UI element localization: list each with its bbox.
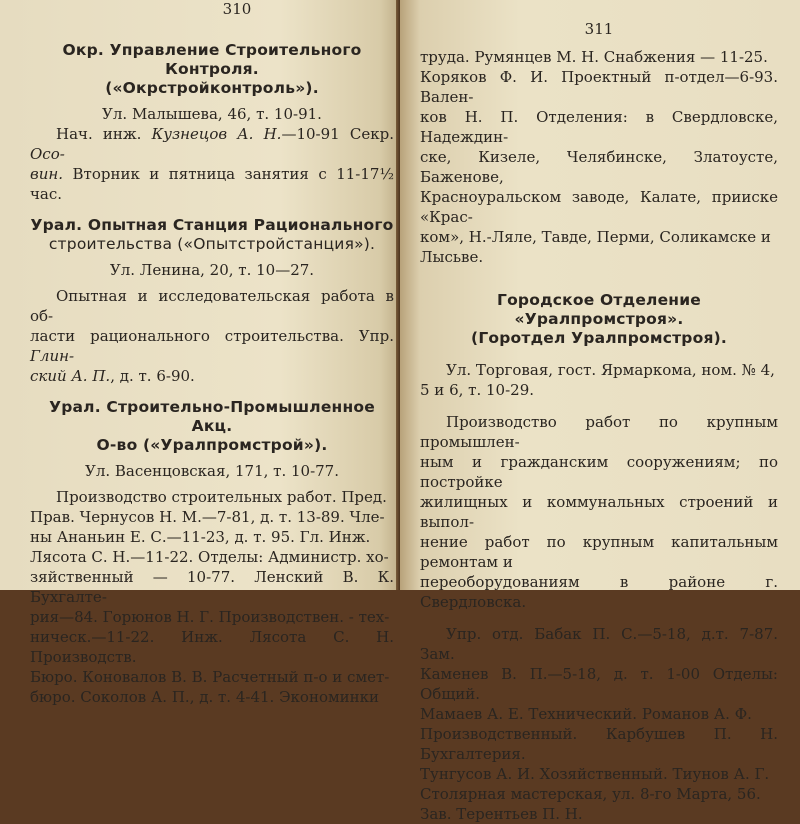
entry-heading-abbrev: (Горотдел Уралпромстроя). [471, 329, 727, 347]
entry-text-line: зяйственный — 10-77. Ленский В. К. Бухгалте- [30, 568, 394, 606]
entry-heading: Урал. Строительно-Промышленное Акц. [49, 398, 375, 435]
entry-heading-abbrev: («Окрстройконтроль»). [105, 79, 319, 97]
person-name: ский А. П. [30, 367, 111, 385]
entry-staff-line: Зав. Терентьев П. Н. [420, 805, 583, 823]
left-page [0, 0, 400, 706]
entry-text-line: рия—84. Горюнов Н. Г. Производствен. - тех- [30, 608, 390, 626]
entry-text-line: ны Ананьин Е. С.—11-23, д. т. 95. Гл. Инж. [30, 528, 371, 546]
entry-text-line: Бюро. Коновалов В. В. Расчетный п-о и смет- [30, 668, 390, 686]
person-name: Осо- [30, 145, 65, 163]
entry-uralpromstroy [30, 398, 394, 707]
page-number-left: 310 [222, 0, 252, 18]
entry-staff-line: Производственный. Карбушев П. Н. Бухгалтерия. [420, 725, 778, 763]
entry-text-line: ков Н. П. Отделения: в Свердловске, Надеждин- [420, 108, 778, 146]
entry-heading: Урал. Опытная Станция Рационального [30, 216, 394, 234]
entry-text-line: Лясота С. Н.—11-22. Отделы: Администр. хо- [30, 548, 389, 566]
entry-text-line: Прав. Чернусов Н. М.—7-81, д. т. 13-89. Чле- [30, 508, 385, 526]
entry-description: Опытная и исследовательская работа в об- [30, 287, 394, 325]
entry-description: ным и гражданским сооружениям; по постройке [420, 453, 778, 491]
entry-address: 5 и 6, т. 10-29. [420, 381, 535, 399]
page-number-right: 311 [584, 20, 614, 38]
entry-heading: Городское Отделение «Уралпромстроя». [497, 291, 701, 328]
entry-staff-line: Нач. инж. Кузнецов А. Н.—10-91 Секр. Осо- [30, 125, 394, 163]
person-name: вин. [30, 165, 64, 183]
entry-staff-line: вин. Вторник и пятница занятия с 11-17½ час. [30, 165, 394, 203]
entry-text-line: ске, Кизеле, Челябинске, Златоусте, Баженове, [420, 148, 778, 186]
person-name: Кузнецов А. Н. [151, 125, 282, 143]
entry-staff-line: Упр. отд. Бабак П. С.—5-18, д.т. 7-87. Зам. [420, 625, 778, 663]
entry-text-line: Красноуральском заводе, Калате, прииске «Крас- [420, 188, 778, 226]
entry-heading-abbrev: строительства («Опытстройстанция»). [48, 235, 376, 253]
entry-heading: Окр. Управление Строительного Контроля. [62, 41, 362, 78]
entry-description: ласти рационального строительства. Упр. Глин- [30, 327, 394, 365]
entry-text-line: Лысьве. [420, 248, 484, 266]
entry-staff-line: Мамаев А. Е. Технический. Романов А. Ф. [420, 705, 752, 723]
entry-description: ский А. П., д. т. 6-90. [30, 367, 195, 385]
entry-address: Ул. Васенцовская, 171, т. 10-77. [85, 462, 339, 480]
entry-staff-line: Каменев В. П.—5-18, д. т. 1-00 Отделы: Общий. [420, 665, 778, 703]
entry-description: жилищных и коммунальных строений и выпол- [420, 493, 778, 531]
entry-opytstroystantsiya [30, 216, 394, 386]
right-page [400, 0, 800, 823]
person-name: Глин- [30, 347, 75, 365]
entry-gorotdel-uralpromstroy [420, 291, 778, 824]
entry-address: Ул. Торговая, гост. Ярмаркома, ном. № 4, [446, 361, 775, 379]
entry-description: переоборудованиям в районе г. Свердловска. [420, 573, 778, 611]
entry-description: нение работ по крупным капитальным ремонтам и [420, 533, 778, 571]
entry-text-line: ком», Н.-Ляле, Тавде, Перми, Соликамске и [420, 228, 771, 246]
entry-continuation [420, 47, 778, 267]
entry-text-line: бюро. Соколов А. П., д. т. 4-41. Экономинки [30, 688, 380, 706]
entry-text-line: Коряков Ф. И. Проектный п-отдел—6-93. Вален- [420, 68, 778, 106]
entry-description: Производство работ по крупным промышлен- [420, 413, 778, 451]
entry-text-line: труда. Румянцев М. Н. Снабжения — 11-25. [420, 48, 768, 66]
entry-text-line: ническ.—11-22. Инж. Лясота С. Н. Производств. [30, 628, 394, 666]
entry-address: Ул. Малышева, 46, т. 10-91. [102, 105, 322, 123]
entry-text-line: Производство строительных работ. Пред. [56, 488, 387, 506]
entry-heading-abbrev: О-во («Уралпромстрой»). [96, 436, 328, 454]
entry-staff-line: Столярная мастерская, ул. 8-го Марта, 56. [420, 785, 761, 803]
entry-staff-line: Тунгусов А. И. Хозяйственный. Тиунов А. Г. [420, 765, 770, 783]
entry-address: Ул. Ленина, 20, т. 10—27. [109, 261, 315, 279]
entry-okrstroykontrol [30, 41, 394, 204]
